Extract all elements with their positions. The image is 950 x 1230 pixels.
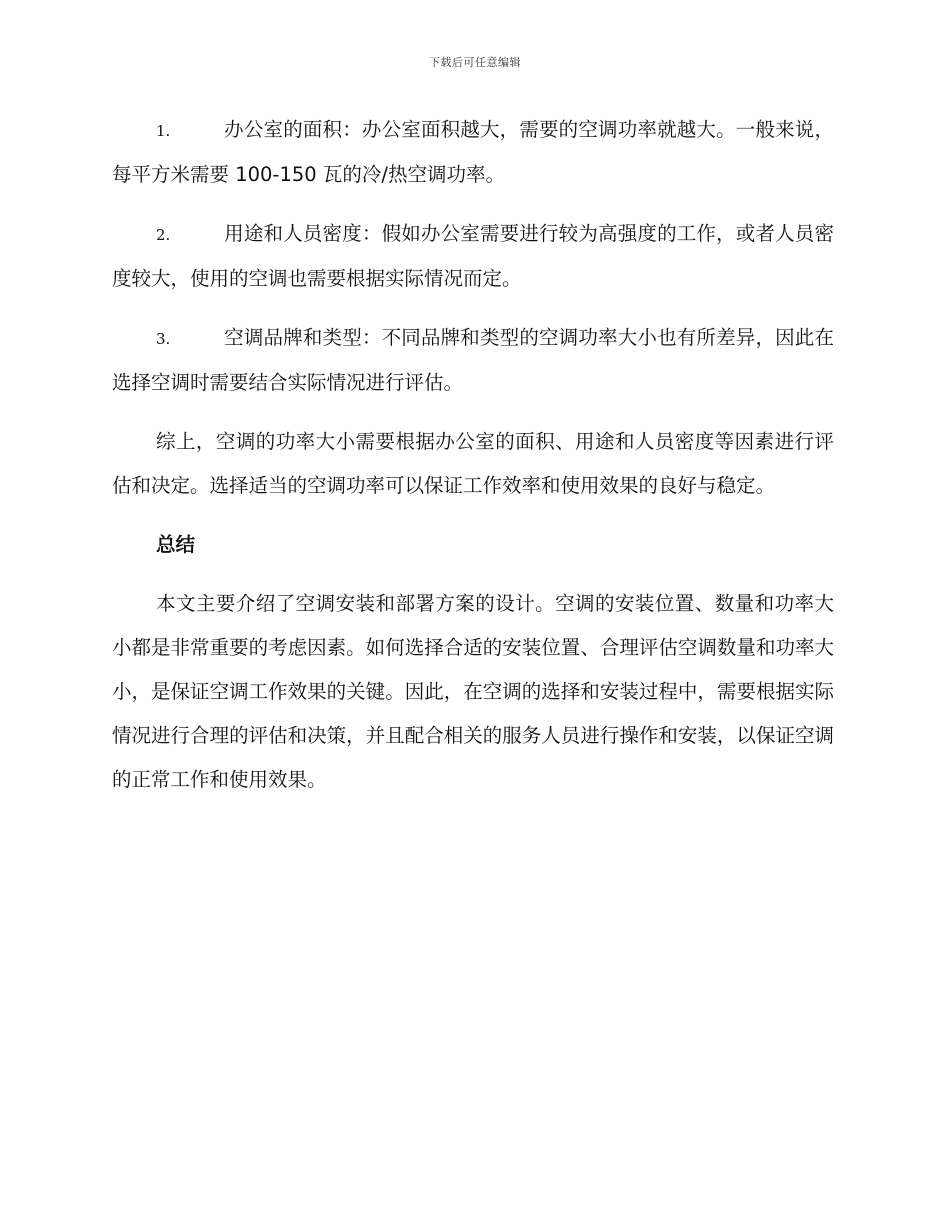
document-body	[112, 108, 834, 817]
list-item-text: 办公室的面积：办公室面积越大，需要的空调功率就越大。一般来说，每平方米需要 100-150 瓦的冷/热空调功率。	[112, 118, 834, 186]
header-note: 下载后可任意编辑	[429, 56, 521, 69]
list-item	[112, 108, 834, 197]
list-item-number: 1.	[156, 122, 171, 140]
list-item-number: 3.	[156, 330, 171, 348]
list-item-text: 空调品牌和类型：不同品牌和类型的空调功率大小也有所差异，因此在选择空调时需要结合实际情况进行评估。	[112, 326, 834, 394]
section-heading: 总结	[156, 533, 196, 556]
list-item-text: 用途和人员密度：假如办公室需要进行较为高强度的工作，或者人员密度较大，使用的空调也需要根据实际情况而定。	[112, 222, 834, 290]
list-item	[112, 212, 834, 301]
summary-paragraph: 本文主要介绍了空调安装和部署方案的设计。空调的安装位置、数量和功率大小都是非常重要的考虑因素。如何选择合适的安装位置、合理评估空调数量和功率大小，是保证空调工作效果的关键。因此，在空调的选择和安装过程中，需要根据实际情况进行合理的评估和决策，并且配合相关的服务人员进行操作和安装，以保证空调的正常工作和使用效果。	[112, 592, 834, 791]
list-item-number: 2.	[156, 226, 171, 244]
conclusion-paragraph: 综上，空调的功率大小需要根据办公室的面积、用途和人员密度等因素进行评估和决定。选择适当的空调功率可以保证工作效率和使用效果的良好与稳定。	[112, 430, 834, 497]
list-item	[112, 316, 834, 405]
